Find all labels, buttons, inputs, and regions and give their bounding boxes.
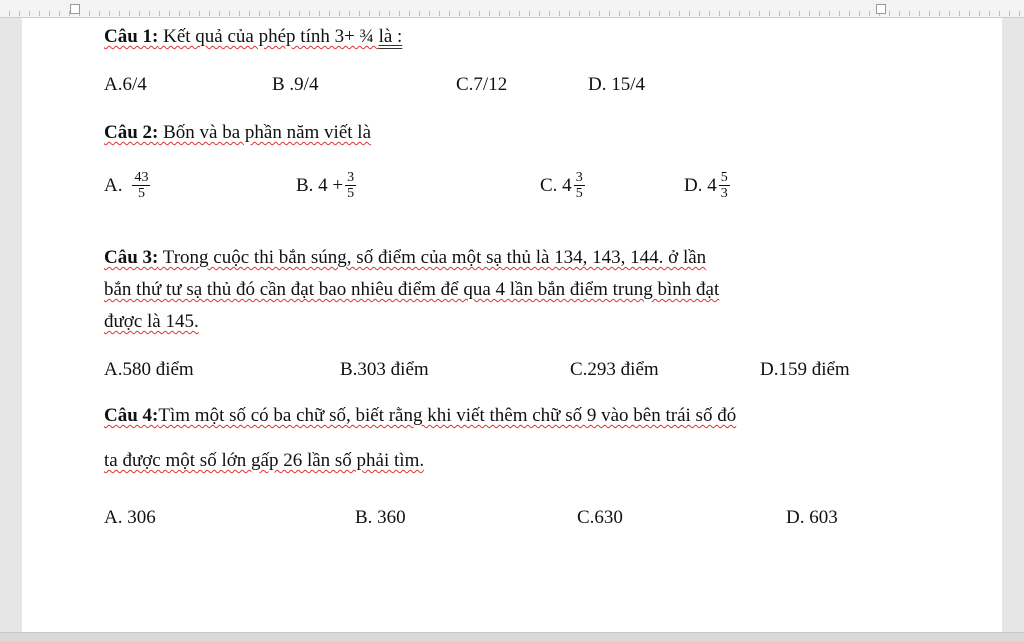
question-3 (104, 247, 706, 269)
question-4-label: Câu 4: (104, 405, 159, 426)
question-2-option-c-prefix: C. 4 (540, 174, 572, 196)
right-indent-marker-icon[interactable] (876, 4, 886, 14)
question-4 (104, 405, 736, 427)
question-4-option-c: C.630 (577, 507, 623, 528)
question-3-line-1: Trong cuộc thi bắn súng, số điểm của một sạ thủ là 134, 143, 144. ở lần (158, 247, 707, 268)
question-2-option-d-prefix: D. 4 (684, 174, 717, 196)
question-2-option-b-prefix: B. 4 + (296, 174, 344, 196)
question-1 (104, 26, 402, 48)
question-2-label: Câu 2: (104, 122, 159, 143)
horizontal-ruler[interactable] (0, 0, 1024, 18)
question-3-line-3-wrap (104, 311, 199, 333)
question-2-option-d-fraction (719, 170, 730, 201)
question-2-option-a (104, 170, 150, 201)
question-4-option-d: D. 603 (786, 507, 838, 528)
question-2-text: Bốn và ba phần năm viết là (158, 122, 372, 143)
question-3-option-d: D.159 điểm (760, 359, 850, 380)
question-3-option-c: C.293 điểm (570, 359, 659, 380)
question-1-option-a: A.6/4 (104, 74, 147, 95)
question-2 (104, 122, 371, 144)
question-1-text-end: là : (378, 26, 403, 47)
question-4-line-1: Tìm một số có ba chữ số, biết rằng khi viết thêm chữ số 9 vào bên trái số đó (158, 405, 737, 426)
question-4-line-2: ta được một số lớn gấp 26 lần số phải tìm. (104, 450, 425, 471)
question-4-line-2-wrap (104, 450, 424, 472)
fraction-numerator: 3 (347, 170, 355, 185)
question-2-option-c (540, 170, 585, 201)
question-2-option-a-prefix: A. (104, 174, 123, 196)
question-3-line-3: được là 145. (104, 311, 199, 332)
question-3-line-2: bắn thứ tư sạ thủ đó cần đạt bao nhiêu điểm để qua 4 lần bắn điểm trung bình đạt (104, 279, 720, 300)
question-1-option-b: B .9/4 (272, 74, 319, 95)
question-1-option-c: C.7/12 (456, 74, 508, 95)
question-3-label: Câu 3: (104, 247, 159, 268)
question-1-label: Câu 1: (104, 26, 159, 47)
question-2-option-a-fraction (132, 170, 150, 201)
question-1-option-d: D. 15/4 (588, 74, 645, 95)
fraction-numerator: 43 (134, 170, 149, 185)
fraction-numerator: 3 (575, 170, 583, 185)
question-4-option-a: A. 306 (104, 507, 156, 528)
fraction-denominator: 5 (137, 186, 145, 201)
question-2-option-b (296, 170, 356, 201)
fraction-denominator: 5 (347, 186, 355, 201)
question-1-text: Kết quả của phép tính 3+ ¾ (158, 26, 379, 47)
question-3-option-a: A.580 điểm (104, 359, 194, 380)
question-2-option-c-fraction (574, 170, 585, 201)
question-3-line-2-wrap (104, 279, 719, 301)
fraction-numerator: 5 (720, 170, 728, 185)
question-3-option-b: B.303 điểm (340, 359, 429, 380)
fraction-denominator: 5 (575, 186, 583, 201)
question-4-option-b: B. 360 (355, 507, 406, 528)
question-2-option-d (684, 170, 730, 201)
question-2-option-b-fraction (345, 170, 356, 201)
left-indent-marker-icon[interactable] (70, 4, 80, 14)
fraction-denominator: 3 (720, 186, 728, 201)
